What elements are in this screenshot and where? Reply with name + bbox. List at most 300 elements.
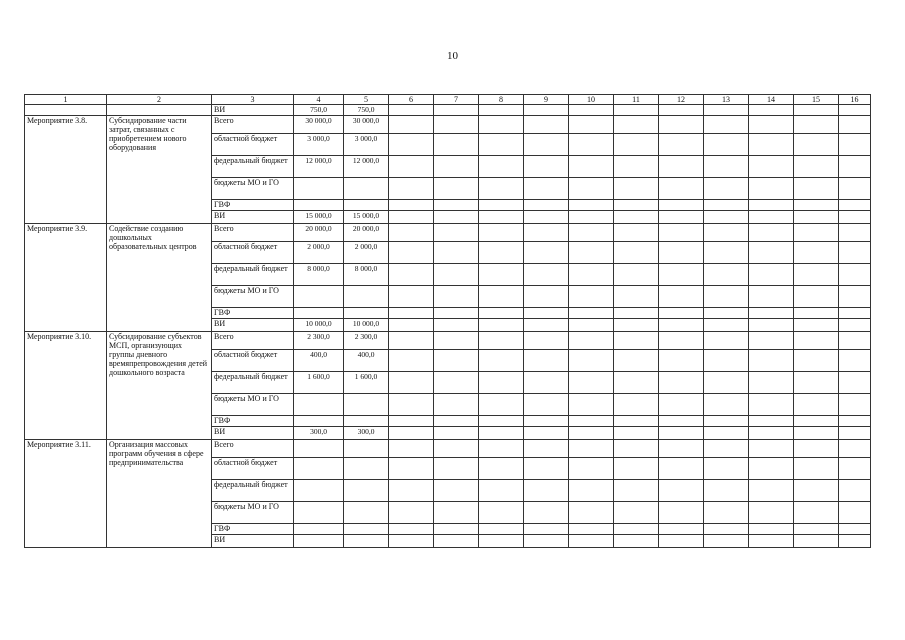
empty-cell [434,502,479,524]
funding-source-cell: Всего [212,116,294,134]
empty-cell [749,178,794,200]
value-col5-cell [344,394,389,416]
empty-cell [479,480,524,502]
empty-cell [794,427,839,440]
empty-cell [614,440,659,458]
empty-cell [569,332,614,350]
funding-source-cell: областной бюджет [212,242,294,264]
empty-cell [569,440,614,458]
column-number-8: 8 [479,95,524,105]
value-col5-cell [344,524,389,535]
empty-cell [479,286,524,308]
empty-cell [479,211,524,224]
empty-cell [434,200,479,211]
value-col4-cell: 2 300,0 [294,332,344,350]
empty-cell [479,224,524,242]
empty-cell [749,242,794,264]
value-col4-cell [294,286,344,308]
measure-description: Субсидирование субъектов МСП, организующих группы дневного времяпрепровождения детей дошкольного возраста [107,332,212,440]
measure-description: Содействие созданию дошкольных образовательных центров [107,224,212,332]
empty-cell [614,350,659,372]
empty-cell [614,242,659,264]
empty-cell [704,308,749,319]
empty-cell [389,105,434,116]
value-col5-cell: 3 000,0 [344,134,389,156]
value-col4-cell [294,394,344,416]
column-number-6: 6 [389,95,434,105]
empty-cell [839,242,871,264]
empty-cell [434,156,479,178]
empty-cell [794,134,839,156]
empty-cell [659,156,704,178]
empty-cell [839,427,871,440]
empty-cell [524,308,569,319]
empty-cell [659,200,704,211]
funding-source-cell: Всего [212,440,294,458]
empty-cell [839,286,871,308]
empty-cell [704,350,749,372]
event-cell [25,105,107,116]
value-col4-cell [294,200,344,211]
empty-cell [389,440,434,458]
empty-cell [794,286,839,308]
empty-cell [749,440,794,458]
empty-cell [749,224,794,242]
value-col4-cell: 300,0 [294,427,344,440]
empty-cell [794,458,839,480]
measure-description: Субсидирование части затрат, связанных с приобретением нового оборудования [107,116,212,224]
empty-cell [434,394,479,416]
value-col5-cell: 30 000,0 [344,116,389,134]
empty-cell [569,502,614,524]
empty-cell [479,264,524,286]
empty-cell [614,319,659,332]
empty-cell [389,416,434,427]
empty-cell [749,394,794,416]
empty-cell [794,416,839,427]
empty-cell [839,394,871,416]
empty-cell [479,134,524,156]
value-col5-cell [344,502,389,524]
empty-cell [434,308,479,319]
empty-cell [794,264,839,286]
empty-cell [659,332,704,350]
empty-cell [704,427,749,440]
value-col4-cell: 30 000,0 [294,116,344,134]
empty-cell [524,535,569,548]
funding-source-cell: ВИ [212,427,294,440]
column-number-14: 14 [749,95,794,105]
column-number-9: 9 [524,95,569,105]
funding-source-cell: федеральный бюджет [212,480,294,502]
empty-cell [614,200,659,211]
value-col4-cell [294,535,344,548]
empty-cell [749,502,794,524]
empty-cell [659,264,704,286]
empty-cell [569,416,614,427]
empty-cell [839,134,871,156]
empty-cell [704,286,749,308]
empty-cell [749,458,794,480]
empty-cell [389,332,434,350]
measure-name: Мероприятие 3.9. [25,224,107,332]
empty-cell [569,480,614,502]
empty-cell [794,332,839,350]
value-col5-cell: 2 300,0 [344,332,389,350]
empty-cell [569,372,614,394]
empty-cell [839,535,871,548]
empty-cell [704,105,749,116]
empty-cell [749,332,794,350]
empty-cell [479,200,524,211]
empty-cell [389,319,434,332]
empty-cell [659,480,704,502]
empty-cell [659,350,704,372]
funding-source-cell: Всего [212,224,294,242]
empty-cell [794,524,839,535]
empty-cell [704,156,749,178]
empty-cell [434,224,479,242]
column-number-16: 16 [839,95,871,105]
empty-cell [749,535,794,548]
empty-cell [434,535,479,548]
empty-cell [389,535,434,548]
empty-cell [839,200,871,211]
empty-cell [569,264,614,286]
empty-cell [614,134,659,156]
empty-cell [569,178,614,200]
empty-cell [389,524,434,535]
empty-cell [524,416,569,427]
empty-cell [569,350,614,372]
empty-cell [524,242,569,264]
empty-cell [839,480,871,502]
empty-cell [749,200,794,211]
empty-cell [749,416,794,427]
table-row [25,224,871,242]
empty-cell [524,524,569,535]
empty-cell [659,524,704,535]
empty-cell [389,211,434,224]
empty-cell [704,524,749,535]
column-number-12: 12 [659,95,704,105]
page-number: 10 [447,50,458,62]
empty-cell [389,480,434,502]
funding-source-cell: федеральный бюджет [212,156,294,178]
empty-cell [569,156,614,178]
empty-cell [614,394,659,416]
empty-cell [704,224,749,242]
empty-cell [524,105,569,116]
empty-cell [659,427,704,440]
empty-cell [659,224,704,242]
value-col5-cell [344,440,389,458]
empty-cell [794,105,839,116]
empty-cell [749,156,794,178]
empty-cell [524,134,569,156]
empty-cell [614,224,659,242]
funding-source-cell: бюджеты МО и ГО [212,502,294,524]
empty-cell [794,224,839,242]
empty-cell [479,458,524,480]
empty-cell [704,211,749,224]
empty-cell [434,286,479,308]
value-col4-cell [294,178,344,200]
empty-cell [749,524,794,535]
empty-cell [479,394,524,416]
value-col5-cell [344,458,389,480]
description-cell [107,105,212,116]
empty-cell [614,156,659,178]
empty-cell [659,440,704,458]
empty-cell [614,105,659,116]
empty-cell [839,156,871,178]
value-col5-cell: 300,0 [344,427,389,440]
empty-cell [569,211,614,224]
funding-source-cell: ВИ [212,211,294,224]
empty-cell [659,535,704,548]
column-number-2: 2 [107,95,212,105]
empty-cell [389,394,434,416]
empty-cell [569,319,614,332]
empty-cell [434,350,479,372]
empty-cell [434,116,479,134]
value-col5-cell: 400,0 [344,350,389,372]
funding-source-cell: ГВФ [212,416,294,427]
empty-cell [749,350,794,372]
empty-cell [794,200,839,211]
value-col4-cell: 1 600,0 [294,372,344,394]
value-col4-cell: 2 000,0 [294,242,344,264]
empty-cell [434,458,479,480]
value-col4-cell [294,416,344,427]
empty-cell [704,264,749,286]
empty-cell [794,480,839,502]
empty-cell [614,458,659,480]
empty-cell [389,242,434,264]
column-number-5: 5 [344,95,389,105]
empty-cell [839,319,871,332]
empty-cell [614,332,659,350]
empty-cell [839,458,871,480]
value-col4-cell: 12 000,0 [294,156,344,178]
value-col4-cell [294,440,344,458]
empty-cell [524,394,569,416]
value-col5-cell: 8 000,0 [344,264,389,286]
funding-source-cell: бюджеты МО и ГО [212,394,294,416]
empty-cell [839,502,871,524]
empty-cell [569,286,614,308]
table-body [25,105,871,548]
empty-cell [524,427,569,440]
funding-source-cell: ГВФ [212,200,294,211]
empty-cell [749,427,794,440]
empty-cell [389,308,434,319]
empty-cell [434,264,479,286]
empty-cell [794,242,839,264]
empty-cell [569,308,614,319]
measure-name: Мероприятие 3.10. [25,332,107,440]
empty-cell [659,319,704,332]
empty-cell [794,319,839,332]
funding-source-cell: областной бюджет [212,458,294,480]
empty-cell [704,319,749,332]
funding-source-cell: областной бюджет [212,350,294,372]
empty-cell [704,416,749,427]
empty-cell [479,440,524,458]
empty-cell [659,458,704,480]
value-col4-cell [294,480,344,502]
empty-cell [839,440,871,458]
empty-cell [479,105,524,116]
empty-cell [749,264,794,286]
empty-cell [569,427,614,440]
empty-cell [524,211,569,224]
empty-cell [839,264,871,286]
empty-cell [839,105,871,116]
value-col5-cell: 12 000,0 [344,156,389,178]
value-col4-cell [294,524,344,535]
measure-name: Мероприятие 3.8. [25,116,107,224]
empty-cell [389,502,434,524]
empty-cell [524,350,569,372]
empty-cell [794,211,839,224]
empty-cell [659,116,704,134]
empty-cell [749,319,794,332]
empty-cell [749,286,794,308]
table-row [25,116,871,134]
empty-cell [839,178,871,200]
value-col4-cell: 10 000,0 [294,319,344,332]
empty-cell [704,200,749,211]
table-header [25,95,871,105]
funding-source-cell: бюджеты МО и ГО [212,286,294,308]
table-row [25,332,871,350]
empty-cell [659,178,704,200]
empty-cell [434,332,479,350]
empty-cell [524,440,569,458]
empty-cell [569,200,614,211]
empty-cell [569,458,614,480]
empty-cell [704,502,749,524]
empty-cell [389,200,434,211]
empty-cell [524,200,569,211]
empty-cell [434,372,479,394]
funding-source-cell: бюджеты МО и ГО [212,178,294,200]
empty-cell [479,524,524,535]
value-col4-cell [294,308,344,319]
column-number-row [25,95,871,105]
empty-cell [569,134,614,156]
empty-cell [479,350,524,372]
empty-cell [389,178,434,200]
value-col5-cell: 15 000,0 [344,211,389,224]
empty-cell [434,524,479,535]
empty-cell [749,480,794,502]
empty-cell [704,178,749,200]
empty-cell [434,178,479,200]
empty-cell [794,308,839,319]
empty-cell [479,178,524,200]
measure-name: Мероприятие 3.11. [25,440,107,548]
empty-cell [839,372,871,394]
empty-cell [794,372,839,394]
funding-source-cell: федеральный бюджет [212,372,294,394]
empty-cell [839,224,871,242]
empty-cell [524,178,569,200]
empty-cell [614,116,659,134]
empty-cell [524,116,569,134]
empty-cell [479,372,524,394]
empty-cell [614,178,659,200]
empty-cell [434,427,479,440]
empty-cell [479,156,524,178]
funding-source-cell: Всего [212,332,294,350]
empty-cell [659,394,704,416]
table-row [25,440,871,458]
empty-cell [614,480,659,502]
empty-cell [569,535,614,548]
empty-cell [614,286,659,308]
empty-cell [389,286,434,308]
column-number-15: 15 [794,95,839,105]
funding-source-cell: федеральный бюджет [212,264,294,286]
empty-cell [659,242,704,264]
empty-cell [794,502,839,524]
empty-cell [569,116,614,134]
empty-cell [389,116,434,134]
empty-cell [389,134,434,156]
empty-cell [614,211,659,224]
empty-cell [839,116,871,134]
empty-cell [389,372,434,394]
value-col4-cell [294,458,344,480]
empty-cell [389,427,434,440]
empty-cell [794,535,839,548]
empty-cell [749,211,794,224]
empty-cell [389,156,434,178]
empty-cell [434,134,479,156]
value-col4-cell: 750,0 [294,105,344,116]
empty-cell [479,332,524,350]
empty-cell [704,394,749,416]
empty-cell [704,535,749,548]
empty-cell [704,458,749,480]
empty-cell [434,480,479,502]
empty-cell [524,286,569,308]
empty-cell [704,440,749,458]
empty-cell [434,440,479,458]
empty-cell [479,427,524,440]
column-number-10: 10 [569,95,614,105]
value-col5-cell [344,480,389,502]
value-col5-cell: 750,0 [344,105,389,116]
value-col4-cell: 15 000,0 [294,211,344,224]
empty-cell [569,524,614,535]
empty-cell [614,535,659,548]
value-col5-cell [344,200,389,211]
empty-cell [479,535,524,548]
empty-cell [659,211,704,224]
empty-cell [569,242,614,264]
value-col4-cell: 8 000,0 [294,264,344,286]
empty-cell [659,308,704,319]
column-number-7: 7 [434,95,479,105]
empty-cell [614,427,659,440]
column-number-1: 1 [25,95,107,105]
empty-cell [389,224,434,242]
value-col4-cell: 3 000,0 [294,134,344,156]
